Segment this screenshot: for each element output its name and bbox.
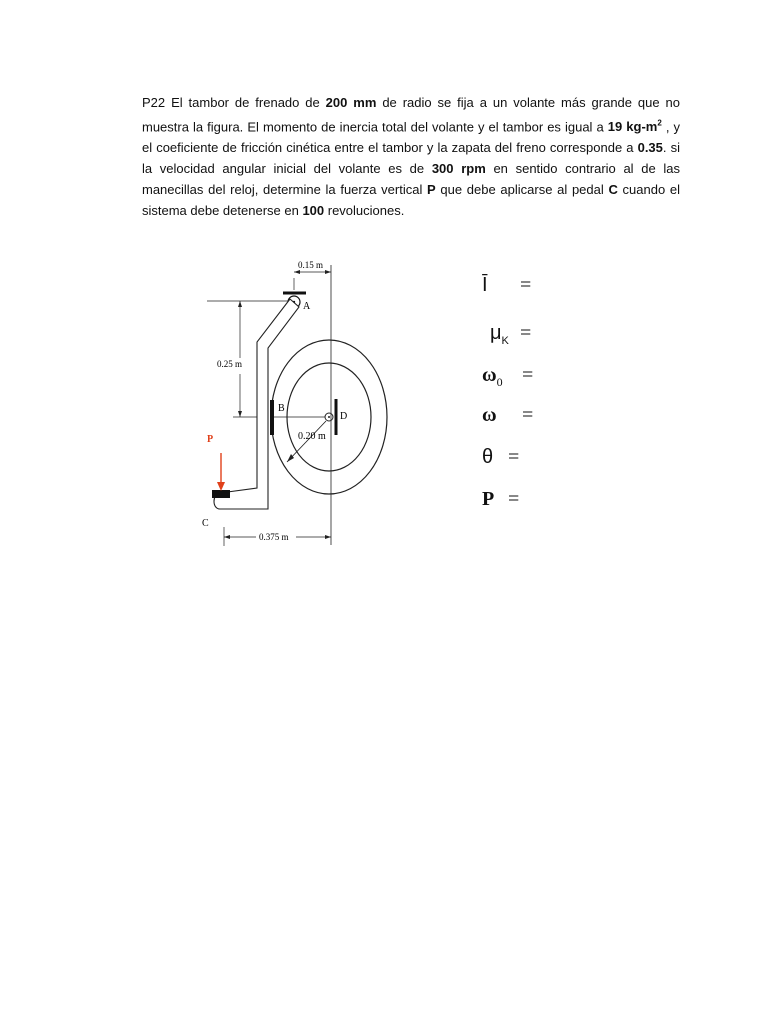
- mu-value: 0.35: [637, 140, 663, 156]
- mu-k-symbol: [490, 322, 509, 347]
- equals-sign: =: [522, 364, 534, 386]
- force-symbol: P: [427, 182, 436, 198]
- revs-value: 100: [302, 203, 325, 219]
- omega0-symbol: [482, 364, 503, 390]
- dim-bottom: 0.375 m: [259, 532, 289, 542]
- inertia-value: [608, 119, 662, 134]
- brake-diagram: [190, 250, 410, 555]
- pedal-c: [212, 490, 230, 498]
- problem-label: P22: [142, 95, 166, 110]
- problem-text-8: revoluciones.: [324, 203, 405, 219]
- rpm-value: 300 rpm: [431, 161, 486, 177]
- eq-omega0: [482, 364, 534, 390]
- equals-sign: =: [508, 488, 520, 510]
- problem-text-6: que debe aplicarse al pedal: [435, 182, 609, 198]
- label-p: P: [207, 434, 214, 445]
- eq-theta: [482, 446, 520, 469]
- equals-sign: =: [522, 404, 534, 426]
- equals-sign: =: [520, 274, 532, 296]
- dim-top: 0.15 m: [298, 260, 324, 270]
- problem-text-4: . si la velocidad angular inicial del volante es de: [142, 140, 680, 177]
- brake-lever: [214, 299, 299, 509]
- p-symbol: P: [482, 488, 495, 510]
- label-c: C: [202, 518, 209, 529]
- theta-symbol: θ: [482, 446, 494, 468]
- label-b: B: [278, 403, 285, 414]
- eq-inertia: [482, 274, 532, 297]
- label-d: D: [340, 411, 348, 422]
- problem-statement: [142, 92, 680, 221]
- equals-sign: =: [508, 446, 520, 468]
- problem-text-5: en sentido contrario al de las manecillas del reloj, determine la fuerza vertical: [142, 161, 680, 198]
- eq-mu-k: [490, 322, 532, 347]
- pedal-symbol: C: [608, 182, 618, 198]
- radius-value: 200 mm: [325, 95, 377, 110]
- problem-text-3: , y el coeficiente de fricción cinética entre el tambor y la zapata del freno corresponde a: [142, 119, 680, 156]
- inertia-text: 19 kg-m: [607, 119, 658, 135]
- inertia-symbol: Ī: [482, 274, 488, 296]
- mu-subscript: K: [501, 335, 509, 347]
- omega0-text: ω: [482, 364, 497, 386]
- omega-symbol: ω: [482, 404, 497, 426]
- equals-sign: =: [520, 322, 532, 344]
- dim-radius: 0.20 m: [298, 431, 326, 442]
- dim-left: 0.25 m: [217, 359, 243, 369]
- problem-text-1: El tambor de frenado de: [171, 95, 326, 110]
- eq-p: [482, 488, 520, 511]
- mu-text: μ: [490, 322, 502, 344]
- inertia-exponent: 2: [657, 119, 662, 128]
- omega0-subscript: 0: [496, 375, 503, 389]
- eq-omega: [482, 404, 534, 427]
- label-a: A: [303, 301, 311, 312]
- problem-text-2: de radio se fija a un volante más grande que no muestra la figura. El momento de inercia total del volante y el tambor es igual a: [142, 95, 680, 135]
- problem-text-7: cuando el sistema debe detenerse en: [142, 182, 681, 219]
